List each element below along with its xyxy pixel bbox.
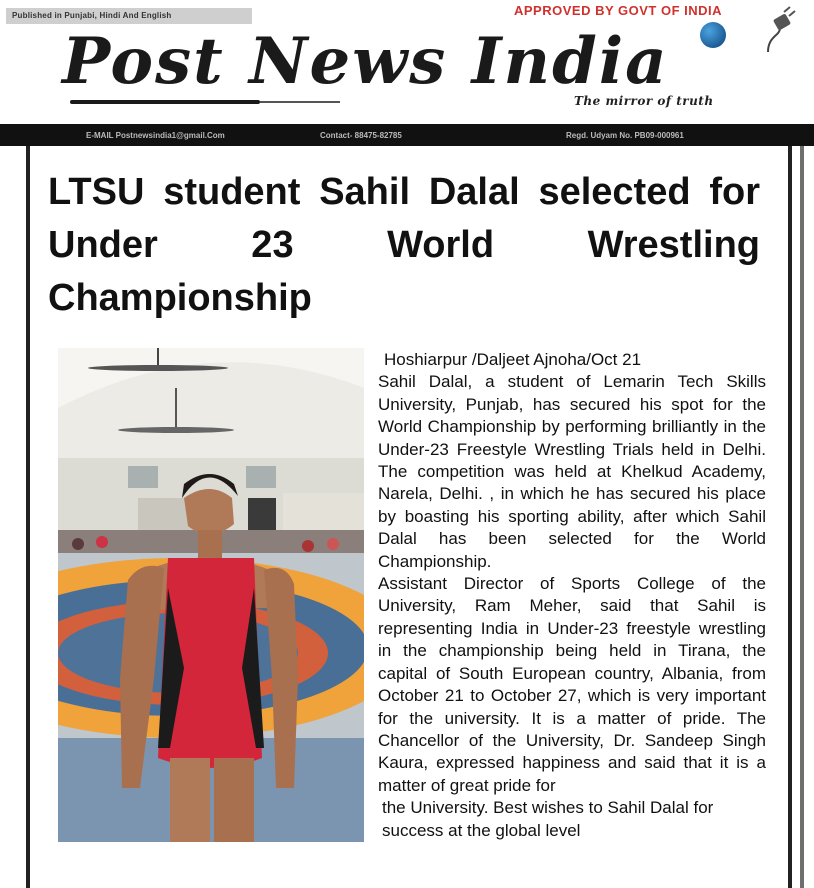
page-edge-rule <box>800 146 804 888</box>
contact-info: Contact- 88475-82785 <box>320 131 402 140</box>
logo-underline-thin <box>260 101 340 103</box>
plug-icon <box>758 6 798 56</box>
logo-underline <box>70 100 260 104</box>
email-info: E-MAIL Postnewsindia1@gmail.Com <box>86 131 225 140</box>
article-paragraph-3: the University. Best wishes to Sahil Dalal for success at the global level <box>382 798 714 840</box>
article-dateline: Hoshiarpur /Daljeet Ajnoha/Oct 21 <box>384 350 642 369</box>
tagline: The mirror of truth <box>574 94 714 108</box>
newspaper-logo: Post News India <box>62 24 669 99</box>
contact-info-bar <box>0 124 814 146</box>
article-paragraph-1: Sahil Dalal, a student of Lemarin Tech Skills University, Punjab, has secured his spot for the World Championship by performing brilliantly in the Under-23 Freestyle Wrestling Trials held in Delhi. The competition was held at Khelkud Academy, Narela, Delhi. , in which he has secured his place by boasting his sporting ability, after which Sahil Dalal has been selected for the World Championship. <box>378 372 766 571</box>
article-paragraph-2: Assistant Director of Sports College of the University, Ram Meher, said that Sahil is representing India in Under-23 freestyle wrestling in the championship being held in Tirana, the capital of South European country, Albania, from October 21 to October 27, which is very important for the university. It is a matter of pride. The Chancellor of the University, Dr. Sandeep Singh Kaura, expressed happiness and said that it is a matter of great pride for <box>378 574 766 795</box>
masthead <box>0 0 814 124</box>
registration-info: Regd. Udyam No. PB09-000961 <box>566 131 684 140</box>
article-headline: LTSU student Sahil Dalal selected for Under 23 World Wrestling Championship <box>48 171 760 319</box>
article-body <box>378 349 766 842</box>
wrestler-photo-illustration <box>58 348 364 842</box>
article-photo <box>58 348 364 842</box>
publication-languages-tag: Published in Punjabi, Hindi And English <box>6 8 252 24</box>
approved-label: APPROVED BY GOVT OF INDIA <box>514 3 723 18</box>
